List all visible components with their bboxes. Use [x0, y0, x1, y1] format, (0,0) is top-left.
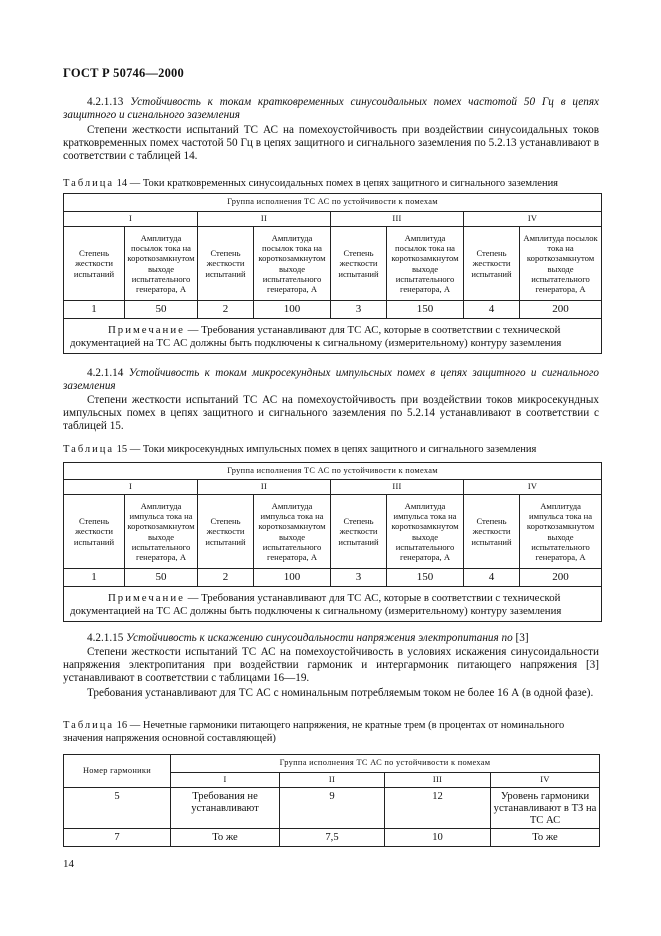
note-word: Примечание — [108, 591, 185, 604]
clause-4-2-1-14-heading — [63, 367, 599, 393]
table-cell: Требования не устанавливают — [171, 788, 280, 829]
clause-number: 4.2.1.15 — [87, 632, 124, 644]
group-iii: III — [385, 773, 491, 788]
col-amplitude-ii: Амплитуда посылок тока на короткозамкнутом выходе испытательного генератора, А — [254, 227, 331, 301]
col-degree-i: Степень жесткости испытаний — [64, 227, 125, 301]
table-word: Таблица — [63, 444, 115, 455]
table-16-caption — [63, 720, 603, 745]
table-cell: 1 — [64, 301, 125, 319]
table-cell: 50 — [125, 301, 198, 319]
col-amplitude-ii: Амплитуда импульса тока на короткозамкнутом выходе испытательного генератора, А — [254, 495, 331, 569]
col-degree-iv: Степень жесткости испытаний — [464, 495, 520, 569]
table-row — [64, 829, 600, 847]
table-word: Таблица — [63, 720, 115, 731]
clause-title: Устойчивость к токам кратковременных синусоидальных помех частотой 50 Гц в цепях защитного и сигнального заземления — [63, 96, 599, 122]
col-amplitude-iv: Амплитуда импульса тока на короткозамкнутом выходе испытательного генератора, А — [520, 495, 602, 569]
group-ii: II — [198, 212, 331, 227]
clause-number: 4.2.1.14 — [87, 367, 124, 379]
table-cell: То же — [491, 829, 600, 847]
table-cell: 3 — [331, 301, 387, 319]
group-ii: II — [198, 480, 331, 495]
table-cell: 2 — [198, 569, 254, 587]
table-cell: 2 — [198, 301, 254, 319]
table-cell: 50 — [125, 569, 198, 587]
group-i: I — [64, 212, 198, 227]
harmonic-number: 7 — [64, 829, 171, 847]
clause-4-2-1-13-heading — [63, 96, 599, 122]
note-word: Примечание — [108, 323, 185, 336]
table-14-note — [64, 319, 602, 354]
col-degree-iv: Степень жесткости испытаний — [464, 227, 520, 301]
table-cell: 9 — [280, 788, 385, 829]
col-degree-i: Степень жесткости испытаний — [64, 495, 125, 569]
caption-text: 15 — Токи микросекундных импульсных помех в цепях защитного и сигнального заземления — [116, 444, 537, 455]
clause-4-2-1-13-body: Степени жесткости испытаний ТС АС на помехоустойчивость при воздействии синусоидальных токов кратковременных помех частотой 50 Гц в цепях защитного и сигнального заземления по 5.2.13 устанавливают в соответствии с таблицей 14. — [63, 124, 599, 163]
clause-title: Устойчивость к искажению синусоидальности напряжения электропитания по — [126, 632, 513, 644]
table-cell: 12 — [385, 788, 491, 829]
col-amplitude-iii: Амплитуда импульса тока на короткозамкнутом выходе испытательного генератора, А — [387, 495, 464, 569]
table-14-caption — [63, 178, 603, 191]
table-cell: 4 — [464, 301, 520, 319]
table-cell: 200 — [520, 569, 602, 587]
col-degree-iii: Степень жесткости испытаний — [331, 227, 387, 301]
col-amplitude-i: Амплитуда посылок тока на короткозамкнутом выходе испытательного генератора, А — [125, 227, 198, 301]
clause-4-2-1-15-requirement: Требования устанавливают для ТС АС с номинальным потребляемым током не более 16 А (в одной фазе). — [87, 687, 594, 699]
note-text: — Требования устанавливают для ТС АС, которые в соответствии с технической документацией на ТС АС должны быть подключены к сигнальному (измерительному) контуру заземления — [70, 591, 562, 617]
group-i: I — [171, 773, 280, 788]
group-iii: III — [331, 480, 464, 495]
clause-title: Устойчивость к токам микросекундных импульсных помех в цепях защитного и сигнального заземления — [63, 367, 599, 393]
table-15 — [63, 462, 602, 622]
col-degree-ii: Степень жесткости испытаний — [198, 495, 254, 569]
table-row — [64, 301, 602, 319]
table-word: Таблица — [63, 178, 115, 189]
clause-reference: [3] — [515, 632, 529, 644]
col-degree-ii: Степень жесткости испытаний — [198, 227, 254, 301]
table-cell: 150 — [387, 301, 464, 319]
col-amplitude-iii: Амплитуда посылок тока на короткозамкнутом выходе испытательного генератора, А — [387, 227, 464, 301]
group-iv: IV — [464, 480, 602, 495]
table-cell: Уровень гармоники устанавливают в ТЗ на ТС АС — [491, 788, 600, 829]
table-14 — [63, 193, 602, 354]
page-number: 14 — [63, 858, 74, 870]
clause-4-2-1-15-heading — [63, 632, 599, 645]
group-header: Группа исполнения ТС АС по устойчивости к помехам — [64, 463, 602, 480]
group-iv: IV — [491, 773, 600, 788]
table-16 — [63, 754, 600, 847]
group-iv: IV — [464, 212, 602, 227]
table-cell: 200 — [520, 301, 602, 319]
col-amplitude-iv: Амплитуда посылок тока на короткозамкнутом выходе испытательного генератора, А — [520, 227, 602, 301]
table-15-caption — [63, 444, 603, 457]
caption-text: 14 — Токи кратковременных синусоидальных помех в цепях защитного и сигнального заземления — [116, 178, 559, 189]
group-header: Группа исполнения ТС АС по устойчивости к помехам — [64, 194, 602, 212]
table-cell: 100 — [254, 569, 331, 587]
table-row — [64, 788, 600, 829]
clause-4-2-1-14-body: Степени жесткости испытаний ТС АС на помехоустойчивость при воздействии токов микросекундных импульсных помех в цепях защитного и сигнального заземления по 5.2.14 устанавливают в соответствии с таблицей 15. — [63, 394, 599, 433]
table-cell: 1 — [64, 569, 125, 587]
table-cell: То же — [171, 829, 280, 847]
group-i: I — [64, 480, 198, 495]
table-cell: 150 — [387, 569, 464, 587]
group-header: Группа исполнения ТС АС по устойчивости к помехам — [171, 755, 600, 773]
harmonic-number: 5 — [64, 788, 171, 829]
clause-4-2-1-15-body: Степени жесткости испытаний ТС АС на помехоустойчивость в условиях искажения синусоидальности напряжения электропитания при воздействии гармоник и интергармоник питающего напряжения [3] устанавливают в соответствии с таблицами 16—19. — [63, 646, 599, 685]
table-cell: 100 — [254, 301, 331, 319]
table-cell: 7,5 — [280, 829, 385, 847]
col-degree-iii: Степень жесткости испытаний — [331, 495, 387, 569]
clause-number: 4.2.1.13 — [87, 96, 124, 108]
caption-text: 16 — Нечетные гармоники питающего напряжения, не кратные трем (в процентах от номинального значения напряжения основной составляющей) — [63, 720, 565, 744]
group-iii: III — [331, 212, 464, 227]
note-text: — Требования устанавливают для ТС АС, которые в соответствии с технической документацией на ТС АС должны быть подключены к сигнальному (измерительному) контуру заземления — [70, 323, 562, 349]
col-amplitude-i: Амплитуда импульса тока на короткозамкнутом выходе испытательного генератора, А — [125, 495, 198, 569]
table-15-note — [64, 587, 602, 622]
group-ii: II — [280, 773, 385, 788]
table-cell: 10 — [385, 829, 491, 847]
col-harmonic-number: Номер гармоники — [64, 755, 171, 788]
table-cell: 3 — [331, 569, 387, 587]
standard-header: ГОСТ Р 50746—2000 — [63, 66, 184, 80]
table-cell: 4 — [464, 569, 520, 587]
table-row — [64, 569, 602, 587]
